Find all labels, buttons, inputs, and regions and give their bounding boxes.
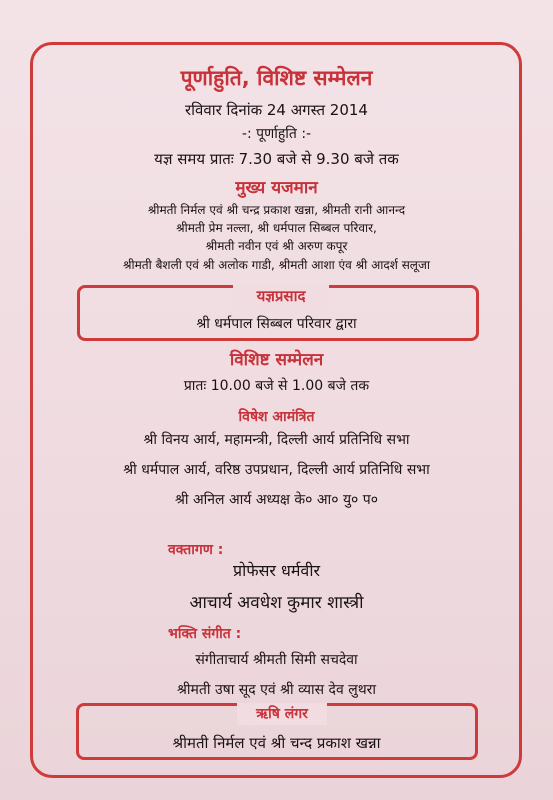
vishisht-sammelan-heading: विशिष्ट सम्मेलन: [229, 350, 324, 370]
speaker-line: प्रोफेसर धर्मवीर: [232, 561, 321, 580]
purnahuti-label: -: पूर्णाहुति :-: [241, 126, 312, 142]
yagyaprasad-host: श्री धर्मपाल सिब्बल परिवार द्वारा: [196, 316, 357, 332]
vaktagan-heading: वक्तागण :: [168, 542, 224, 558]
bhakti-sangeet-heading: भक्ति संगीत :: [168, 626, 242, 642]
yagyaprasad-heading: यज्ञप्रसाद: [233, 285, 329, 307]
singer-line: संगीताचार्य श्रीमती सिमी सचदेवा: [195, 652, 358, 668]
guest-line: श्री धर्मपाल आर्य, वरिष्ठ उपप्रधान, दिल्ली आर्य प्रतिनिधि सभा: [123, 462, 430, 478]
speaker-line: आचार्य अवधेश कुमार शास्त्री: [189, 593, 364, 613]
yajman-line: श्रीमती बैशली एवं श्री अलोक गाडी, श्रीमती आशा एंव श्री आदर्श सलूजा: [123, 258, 430, 272]
yajman-line: श्रीमती नवीन एवं श्री अरुण कपूर: [205, 239, 348, 253]
guest-line: श्री विनय आर्य, महामन्त्री, दिल्ली आर्य प्रतिनिधि सभा: [143, 432, 410, 448]
vishisht-sammelan-time: प्रातः 10.00 बजे से 1.00 बजे तक: [183, 378, 370, 394]
yajman-line: श्रीमती प्रेम नल्ला, श्री धर्मपाल सिब्बल परिवार,: [176, 221, 377, 235]
guest-line: श्री अनिल आर्य अध्यक्ष के० आ० यु० प०: [174, 492, 379, 508]
yajman-line: श्रीमती निर्मल एवं श्री चन्द्र प्रकाश खन्ना, श्रीमती रानी आनन्द: [147, 203, 406, 217]
singer-line: श्रीमती उषा सूद एवं श्री व्यास देव लुथरा: [176, 682, 377, 698]
yagya-time: यज्ञ समय प्रातः 7.30 बजे से 9.30 बजे तक: [154, 150, 399, 168]
event-date: रविवार दिनांक 24 अगस्त 2014: [185, 101, 368, 119]
event-title: पूर्णाहुति, विशिष्ट सम्मेलन: [180, 66, 373, 90]
mukhya-yajman-heading: मुख्य यजमान: [235, 178, 318, 198]
rishi-langar-host: श्रीमती निर्मल एवं श्री चन्द प्रकाश खन्ना: [172, 734, 381, 752]
rishi-langar-heading: ऋषि लंगर: [237, 703, 327, 725]
vishesh-aamantrit-heading: विषेश आमंत्रित: [238, 409, 315, 425]
